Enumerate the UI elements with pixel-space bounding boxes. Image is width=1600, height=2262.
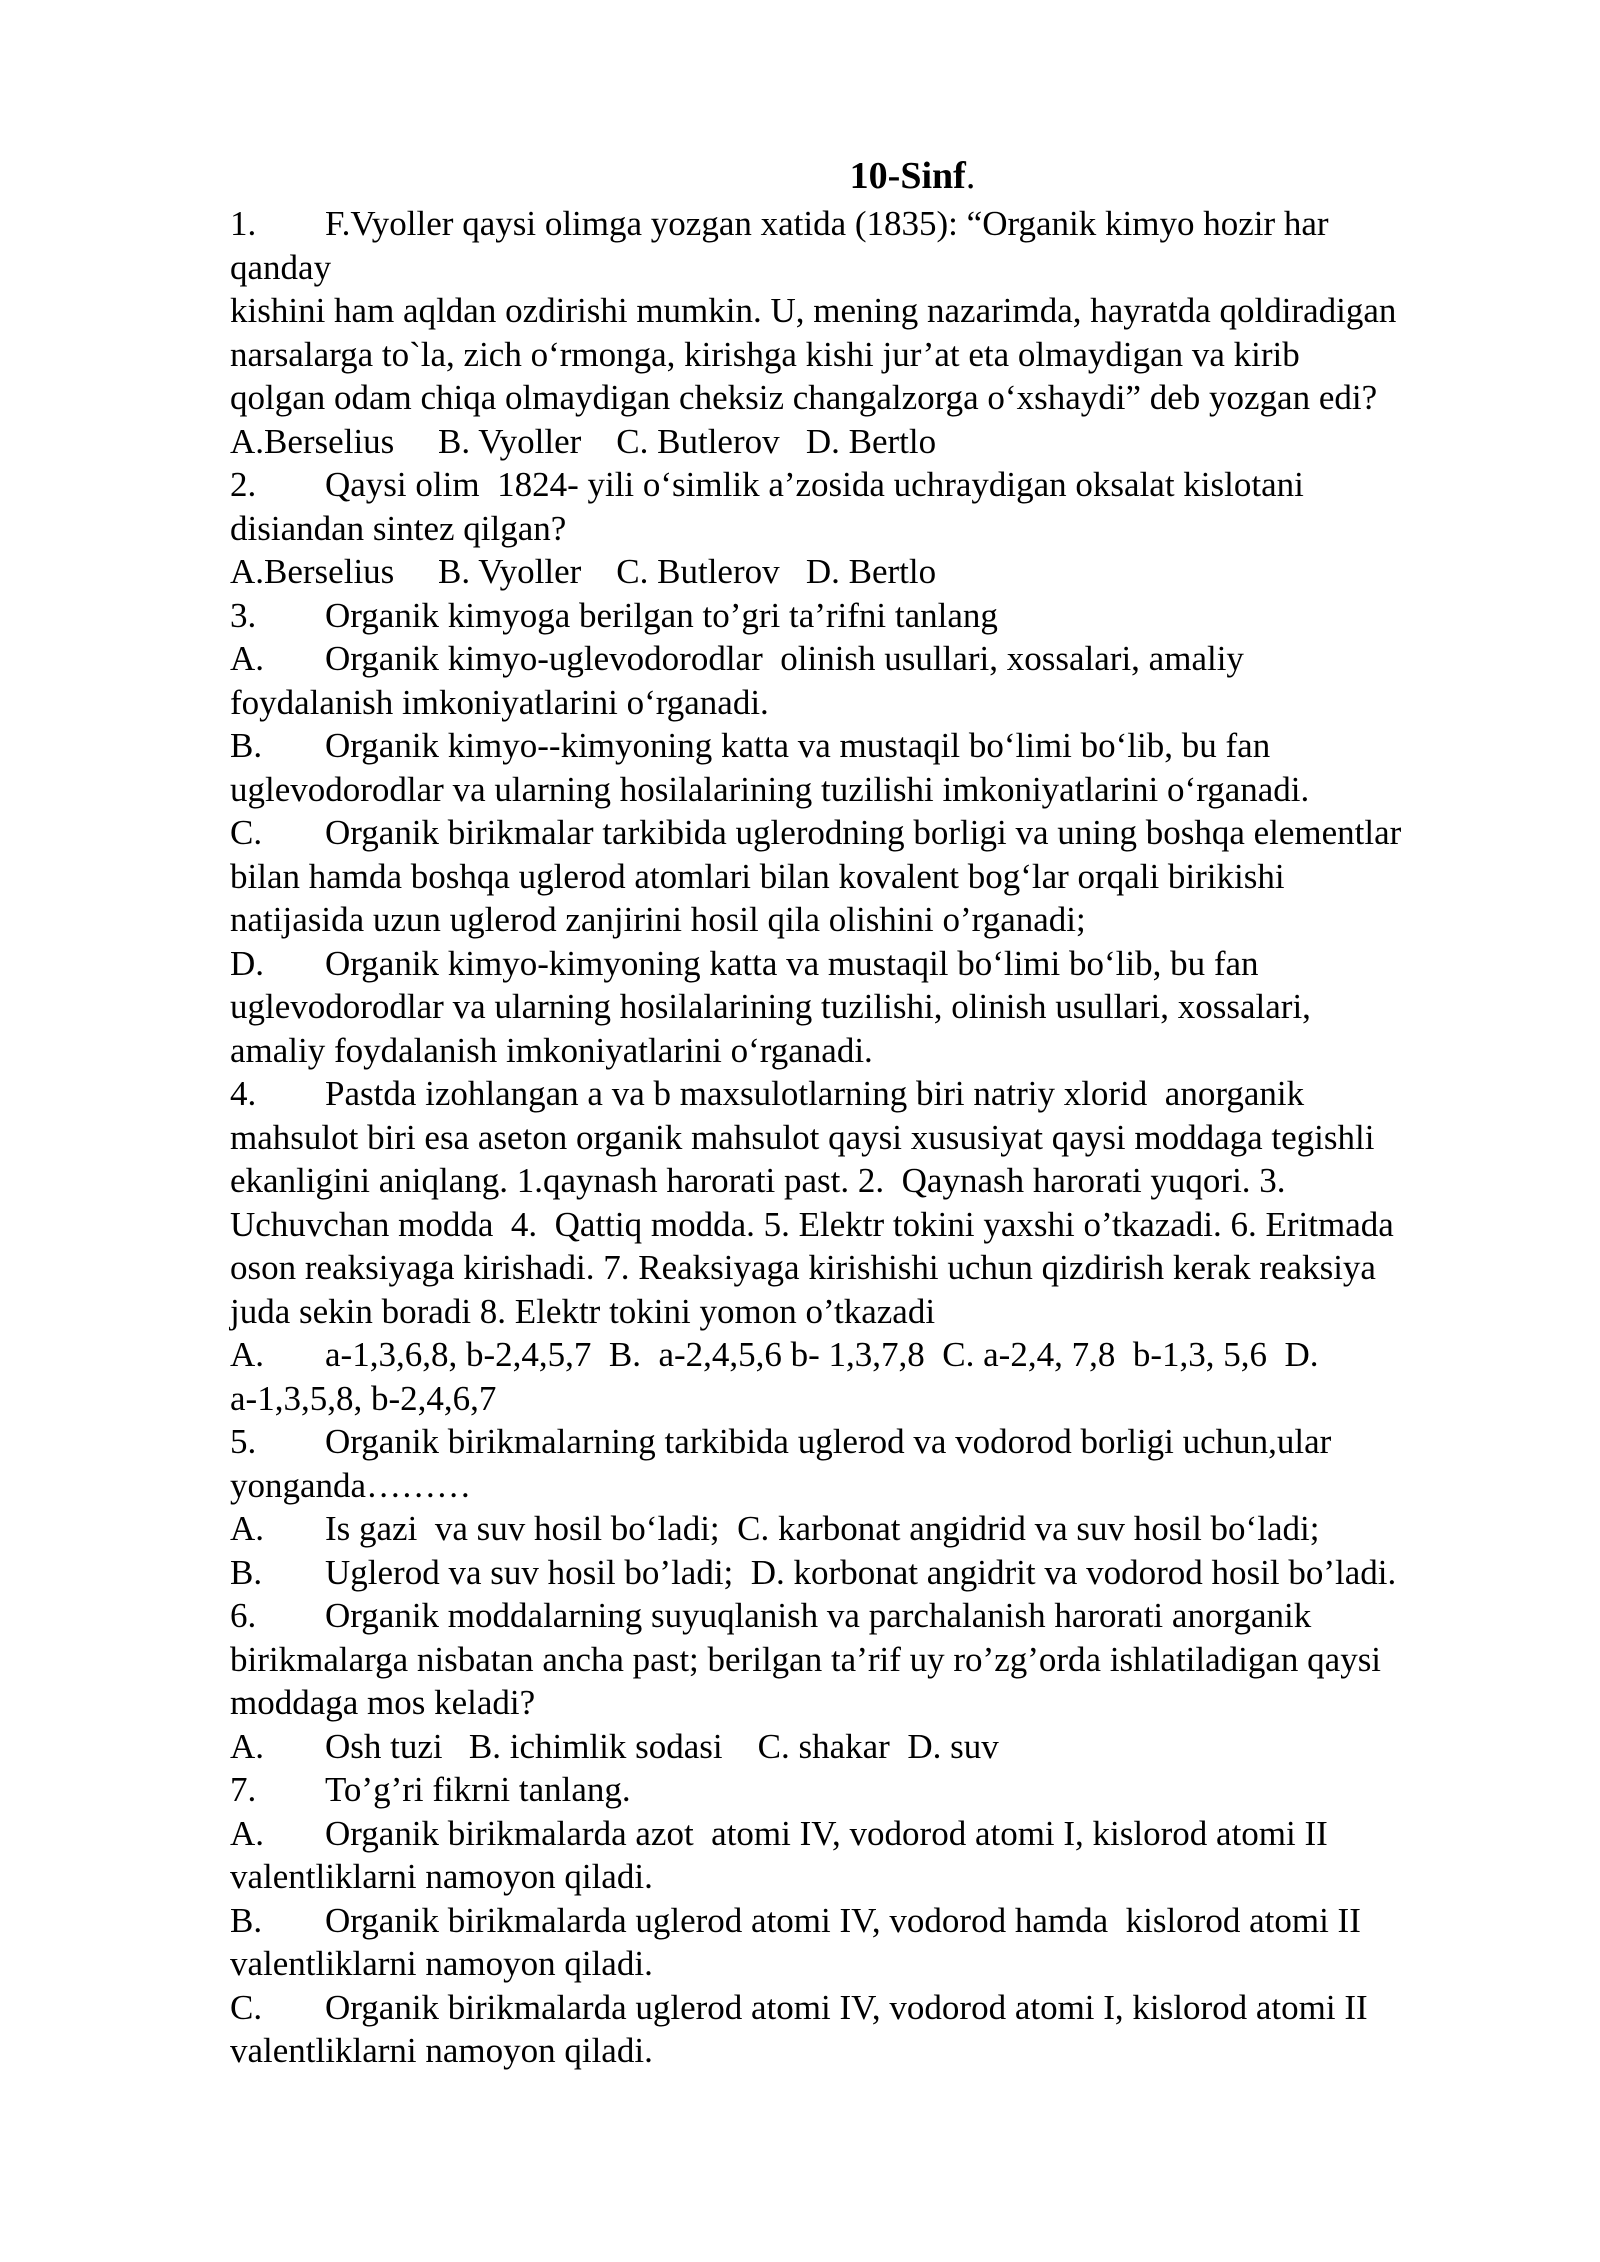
question-7-option-c (230, 1986, 1500, 2030)
question-7-option-b (230, 1899, 1500, 1943)
question-1-text-cont: narsalarga to`la, zich o‘rmonga, kirishga kishi jur’at eta olmaydigan va kirib (230, 334, 1300, 374)
question-4-text-cont: oson reaksiyaga kirishadi. 7. Reaksiyaga kirishishi uchun qizdirish kerak reaksiya (230, 1248, 1376, 1287)
title-period: . (965, 155, 976, 197)
question-2-text-cont: disiandan sintez qilgan? (230, 508, 567, 548)
option-c-text-cont: bilan hamda boshqa uglerod atomlari bilan kovalent bog‘lar orqali birikishi (230, 856, 1285, 896)
option-a-label: A. (230, 639, 265, 678)
options-text: a-1,3,6,8, b-2,4,5,7 B. a-2,4,5,6 b- 1,3,7,8 C. a-2,4, 7,8 b-1,3, 5,6 D. (325, 1335, 1319, 1374)
option-a-text: Organik kimyo-uglevodorodlar olinish usullari, xossalari, amaliy (325, 639, 1244, 678)
question-3-option-a (230, 637, 1500, 681)
question-6-text-cont: moddaga mos keladi? (230, 1683, 536, 1722)
page-title (325, 150, 1500, 202)
question-2-number: 2. (230, 465, 257, 504)
option-a-text-cont: foydalanish imkoniyatlarini o‘rganadi. (230, 682, 769, 722)
option-d-text-cont: amaliy foydalanish imkoniyatlarini o‘rganadi. (230, 1030, 873, 1070)
question-2-text: Qaysi olim 1824- yili o‘simlik a’zosida uchraydigan oksalat kislotani (325, 465, 1304, 504)
document-body (230, 150, 1500, 2073)
question-6-line (230, 1594, 1500, 1638)
question-7-line (230, 1768, 1500, 1812)
question-3-line (230, 594, 1500, 638)
question-6-number: 6. (230, 1596, 257, 1635)
question-4-options-cont: a-1,3,5,8, b-2,4,6,7 (230, 1378, 497, 1418)
question-5-line (230, 1420, 1500, 1464)
option-c-text-cont: valentliklarni namoyon qiladi. (230, 2031, 653, 2070)
question-2-line (230, 463, 1500, 507)
option-b-label: B. (230, 1552, 263, 1592)
question-4-options (230, 1333, 1500, 1377)
option-b-text: Uglerod va suv hosil bo’ladi; D. korbonat angidrit va vodorod hosil bo’ladi. (325, 1552, 1397, 1592)
question-5-number: 5. (230, 1422, 257, 1461)
option-a-label: A. (230, 1335, 265, 1374)
question-3-option-d (230, 942, 1500, 986)
question-5-text-cont: yonganda……… (230, 1465, 472, 1505)
option-a-label: A. (230, 1726, 265, 1766)
question-1-line (230, 202, 1500, 246)
question-3-number: 3. (230, 595, 257, 635)
question-1-number: 1. (230, 204, 257, 243)
option-b-text-cont: uglevodorodlar va ularning hosilalarining tuzilishi imkoniyatlarini o‘rganadi. (230, 769, 1310, 809)
option-d-label: D. (230, 943, 265, 983)
question-4-text-cont: ekanligini aniqlang. 1.qaynash harorati past. 2. Qaynash harorati yuqori. 3. (230, 1161, 1286, 1200)
question-5-text: Organik birikmalarning tarkibida uglerod va vodorod borligi uchun,ular (325, 1422, 1332, 1461)
option-d-text-cont: uglevodorodlar va ularning hosilalarining tuzilishi, olinish usullari, xossalari, (230, 987, 1311, 1026)
question-7-number: 7. (230, 1770, 257, 1809)
option-a-label: A. (230, 1509, 265, 1548)
question-4-line (230, 1072, 1500, 1116)
option-a-text: Organik birikmalarda azot atomi IV, vodorod atomi I, kislorod atomi II (325, 1813, 1328, 1853)
question-4-text-cont: Uchuvchan modda 4. Qattiq modda. 5. Elektr tokini yaxshi o’tkazadi. 6. Eritmada (230, 1204, 1394, 1244)
question-1-text-cont: kishini ham aqldan ozdirishi mumkin. U, mening nazarimda, hayratda qoldiradigan (230, 291, 1397, 330)
question-1-text: F.Vyoller qaysi olimga yozgan xatida (1835): “Organik kimyo hozir har (325, 204, 1329, 243)
question-4-text: Pastda izohlangan a va b maxsulotlarning biri natriy xlorid anorganik (325, 1074, 1305, 1113)
option-c-text: Organik birikmalar tarkibida uglerodning borligi va uning boshqa elementlar (325, 813, 1402, 852)
option-c-text: Organik birikmalarda uglerod atomi IV, vodorod atomi I, kislorod atomi II (325, 1987, 1368, 2027)
option-c-text-cont: natijasida uzun uglerod zanjirini hosil qila olishini o’rganadi; (230, 900, 1086, 939)
option-d-text: Organik kimyo-kimyoning katta va mustaqil bo‘limi bo‘lib, bu fan (325, 943, 1259, 983)
question-6-options (230, 1725, 1500, 1769)
question-4-text-cont: mahsulot biri esa aseton organik mahsulot qaysi xususiyat qaysi moddaga tegishli (230, 1117, 1375, 1157)
question-5-option-b (230, 1551, 1500, 1595)
question-6-text: Organik moddalarning suyuqlanish va parchalanish harorati anorganik (325, 1596, 1312, 1635)
question-7-option-a (230, 1812, 1500, 1856)
option-b-text-cont: valentliklarni namoyon qiladi. (230, 1944, 653, 1983)
question-4-number: 4. (230, 1074, 257, 1113)
option-b-text: Organik birikmalarda uglerod atomi IV, vodorod hamda kislorod atomi II (325, 1900, 1361, 1940)
options-text: Osh tuzi B. ichimlik sodasi C. shakar D. suv (325, 1726, 999, 1766)
option-a-text-cont: valentliklarni namoyon qiladi. (230, 1857, 653, 1896)
option-b-text: Organik kimyo--kimyoning katta va mustaqil bo‘limi bo‘lib, bu fan (325, 726, 1271, 765)
option-c-label: C. (230, 813, 263, 852)
question-2-options: A.Berselius B. Vyoller C. Butlerov D. Bertlo (230, 552, 937, 591)
question-5-option-a (230, 1507, 1500, 1551)
question-6-text-cont: birikmalarga nisbatan ancha past; berilgan ta’rif uy ro’zg’orda ishlatiladigan qaysi (230, 1639, 1382, 1679)
question-3-text: Organik kimyoga berilgan to’gri ta’rifni tanlang (325, 595, 998, 635)
question-7-text: To’g’ri fikrni tanlang. (325, 1770, 631, 1809)
question-4-text-cont: juda sekin boradi 8. Elektr tokini yomon o’tkazadi (230, 1291, 936, 1331)
question-1-options: A.Berselius B. Vyoller C. Butlerov D. Bertlo (230, 421, 937, 461)
option-b-label: B. (230, 1900, 263, 1940)
question-3-option-c (230, 811, 1500, 855)
option-c-label: C. (230, 1987, 263, 2027)
option-a-text: Is gazi va suv hosil bo‘ladi; C. karbonat angidrid va suv hosil bo‘ladi; (325, 1509, 1320, 1548)
option-a-label: A. (230, 1813, 265, 1853)
question-1-text-cont: qanday (230, 247, 332, 287)
question-1-text-cont: qolgan odam chiqa olmaydigan cheksiz changalzorga o‘xshaydi” deb yozgan edi? (230, 378, 1378, 417)
question-3-option-b (230, 724, 1500, 768)
title-text: 10-Sinf (849, 155, 966, 197)
option-b-label: B. (230, 726, 263, 765)
